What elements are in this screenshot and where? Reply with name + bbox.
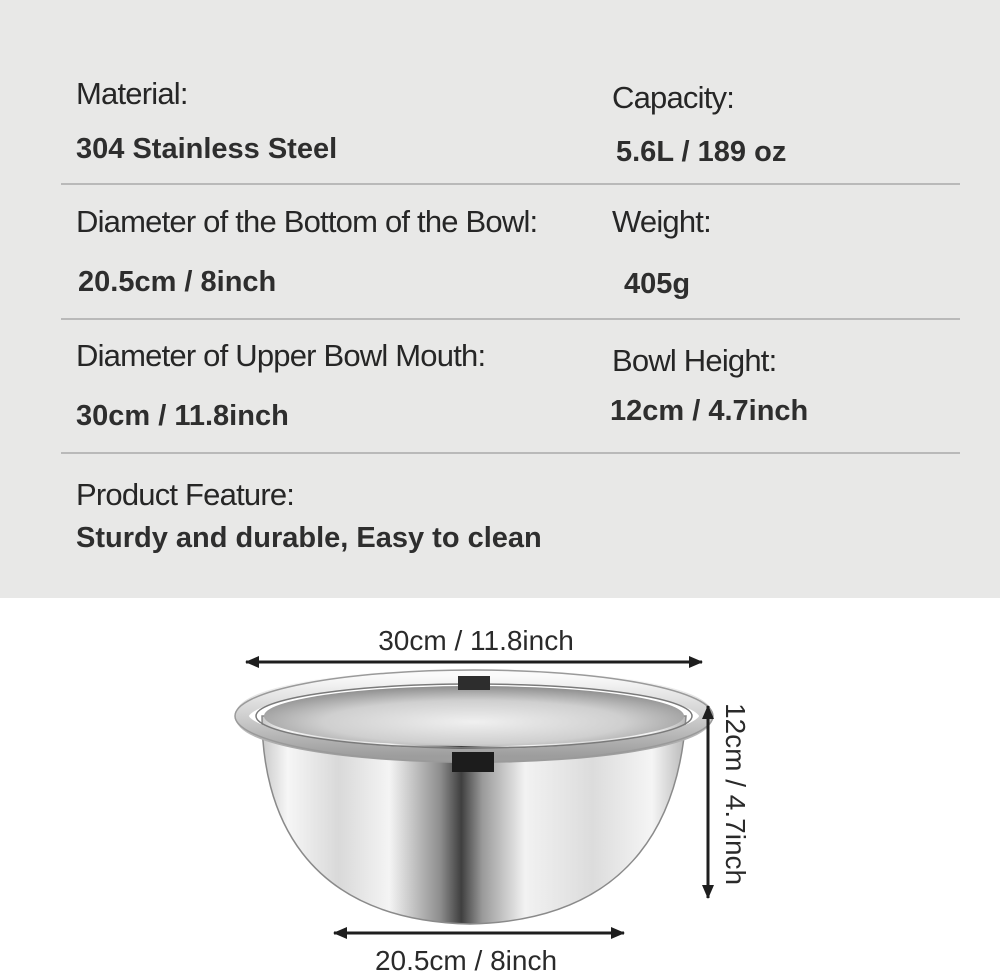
height-label: Bowl Height:: [612, 343, 777, 378]
divider: [61, 183, 960, 185]
bottom-diameter-label: Diameter of the Bottom of the Bowl:: [76, 204, 538, 239]
material-value: 304 Stainless Steel: [76, 133, 338, 165]
capacity-label: Capacity:: [612, 80, 735, 115]
bottom-dimension-label: 20.5cm / 8inch: [374, 945, 558, 975]
bowl-interior: [264, 686, 684, 746]
top-dimension-label: 30cm / 11.8inch: [378, 625, 574, 656]
mouth-diameter-value: 30cm / 11.8inch: [76, 400, 289, 432]
weight-value: 405g: [624, 268, 691, 300]
height-value: 12cm / 4.7inch: [610, 395, 809, 427]
feature-label: Product Feature:: [76, 477, 295, 512]
feature-value: Sturdy and durable, Easy to clean: [76, 522, 542, 554]
material-label: Material:: [76, 76, 188, 111]
capacity-value: 5.6L / 189 oz: [616, 136, 787, 168]
divider: [61, 452, 960, 454]
mouth-diameter-label: Diameter of Upper Bowl Mouth:: [76, 338, 486, 373]
height-dimension-label: 12cm / 4.7inch: [720, 703, 751, 886]
bowl-dimension-figure: [0, 598, 1000, 975]
divider: [61, 318, 960, 320]
bowl-illustration: [0, 598, 1000, 975]
bottom-diameter-value: 20.5cm / 8inch: [78, 266, 277, 298]
weight-label: Weight:: [612, 204, 711, 239]
rim-reflection: [452, 752, 494, 772]
rim-reflection: [458, 676, 490, 690]
